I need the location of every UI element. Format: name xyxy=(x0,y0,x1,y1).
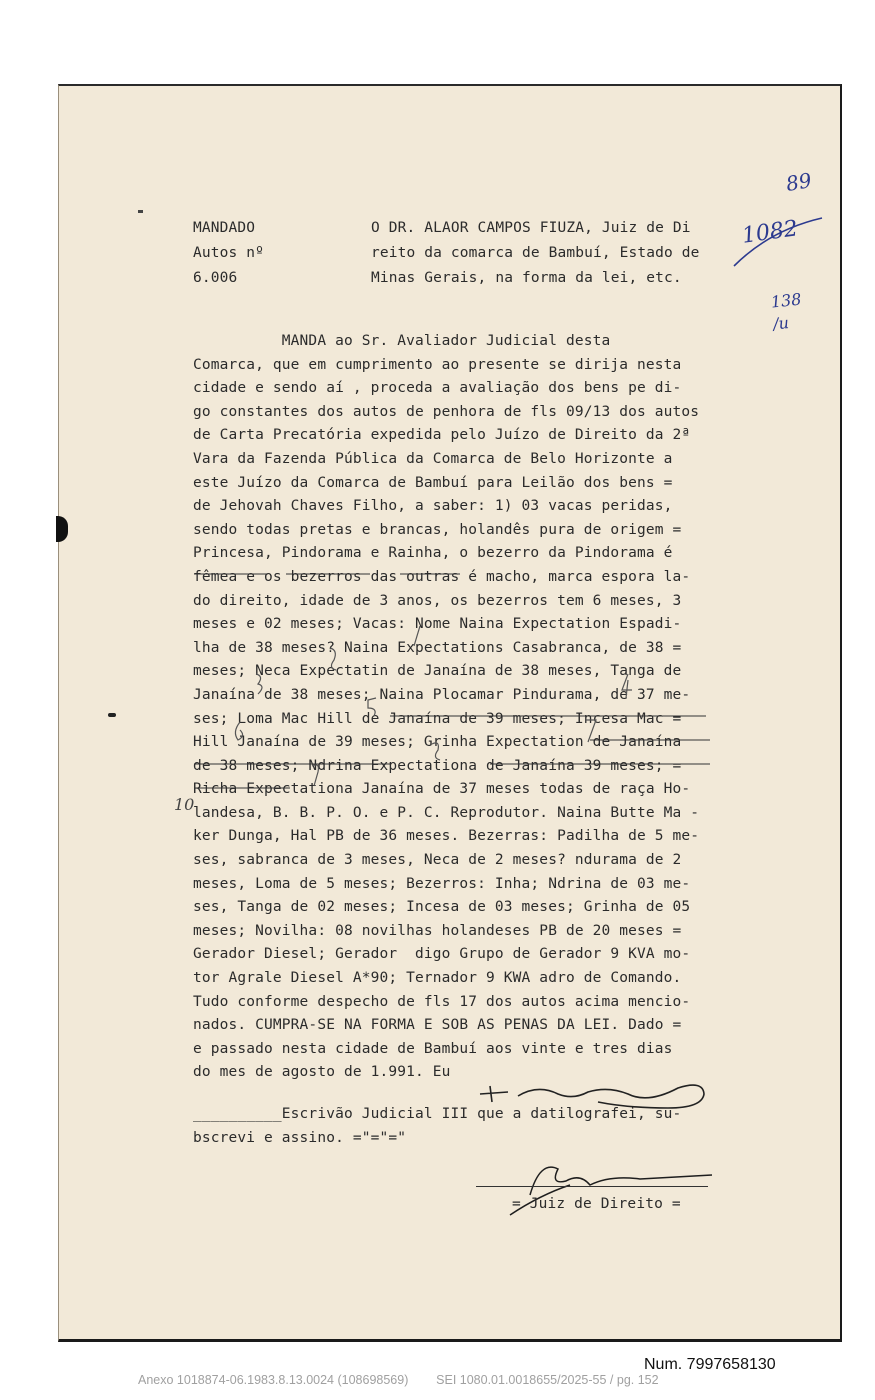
crossed-number-annotation: 1082 xyxy=(740,216,800,249)
scrivener-line-end: bscrevi e assino. ="="=" xyxy=(193,1130,407,1146)
judge-header: O DR. ALAOR CAMPOS FIUZA, Juiz de Di reito da comarca de Bambuí, Estado de Minas Gerais, na forma da lei, etc. xyxy=(371,220,700,286)
handwritten-underlines xyxy=(190,560,730,800)
svg-text:10: 10 xyxy=(174,795,195,814)
margin-speck xyxy=(138,210,143,213)
signature-rule xyxy=(476,1186,708,1187)
document-number: Num. 7997658130 xyxy=(644,1356,776,1373)
strike-mark xyxy=(730,210,830,270)
margin-speck xyxy=(108,713,116,717)
annex-reference: Anexo 1018874-06.1983.8.13.0024 (108698569) SEI 1080.01.0018655/2025-55 / pg. 152 xyxy=(138,1373,659,1387)
judge-signature-label: = Juiz de Direito = xyxy=(512,1196,681,1212)
fraction-annotation: 138 /u xyxy=(769,289,803,334)
mandate-body: MANDA ao Sr. Avaliador Judicial desta Comarca, que em cumprimento ao presente se dirija nesta cidade e sendo aí , proceda a avaliação dos bens pe di- go constantes dos autos de penhora de fls 09/13 dos autos de Carta Precatória expedida pelo Juízo de Direito da 2ª Vara da Fazenda Pública da Comarca de Belo Horizonte a este Juízo da Comarca de Bambuí para Leilão dos bens = de Jehovah Chaves Filho, a saber: 1) 03 vacas peridas, sendo todas pretas e brancas, holandês pura de origem = Princesa, Pindorama e Rainha, o bezerro da Pindorama é fêmea e os bezerros das outras é macho, marca espora la- do direito, idade de 3 anos, os bezerros tem 6 meses, 3 meses e 02 meses; Vacas: Nome Naina Expectation Espadi- lha de 38 meses? Naina Expectations Casabranca, de 38 = meses; Neca Expectatin de Janaína de 38 meses, Tanga de Janaína de 38 meses; Naina Plocamar Pindurama, de 37 me- ses; Loma Mac Hill de Janaína de 39 meses; Incesa Mac = Hill Janaína de 39 meses; Grinha Expectation de Janaína de 38 meses; Ndrina Expectationa de Janaína 39 meses; = Richa Expectationa Janaína de 37 meses todas de raça Ho- landesa, B. B. P. O. e P. C. Reprodutor. Naina Butte Ma - ker Dunga, Hal PB de 36 meses. Bezerras: Padilha de 5 me- ses, sabranca de 3 meses, Neca de 2 meses? ndurama de 2 meses, Loma de 5 meses; Bezerros: Inha; Ndrina de 03 me- ses, Tanga de 02 meses; Incesa de 03 meses; Grinha de 05 meses; Novilha: 08 novilhas holandeses PB de 20 meses = Gerador Diesel; Gerador digo Grupo de Gerador 9 KVA mo- tor Agrale Diesel A*90; Ternador 9 KWA adro de Comando. Tudo conforme despecho de fls 17 dos autos acima mencio- nados. CUMPRA-SE NA FORMA E SOB AS PENAS DA LEI. Dado = e passado nesta cidade de Bambuí aos vinte e tres dias do mes de agosto de 1.991. Eu xyxy=(193,333,700,1081)
scrivener-signature xyxy=(478,1074,708,1114)
page-number-annotation: 89 xyxy=(784,167,814,197)
case-header: MANDADO Autos nº 6.006 xyxy=(193,220,265,286)
scrivener-line: __________Escrivão Judicial III que a datilografei, su- xyxy=(193,1106,682,1122)
